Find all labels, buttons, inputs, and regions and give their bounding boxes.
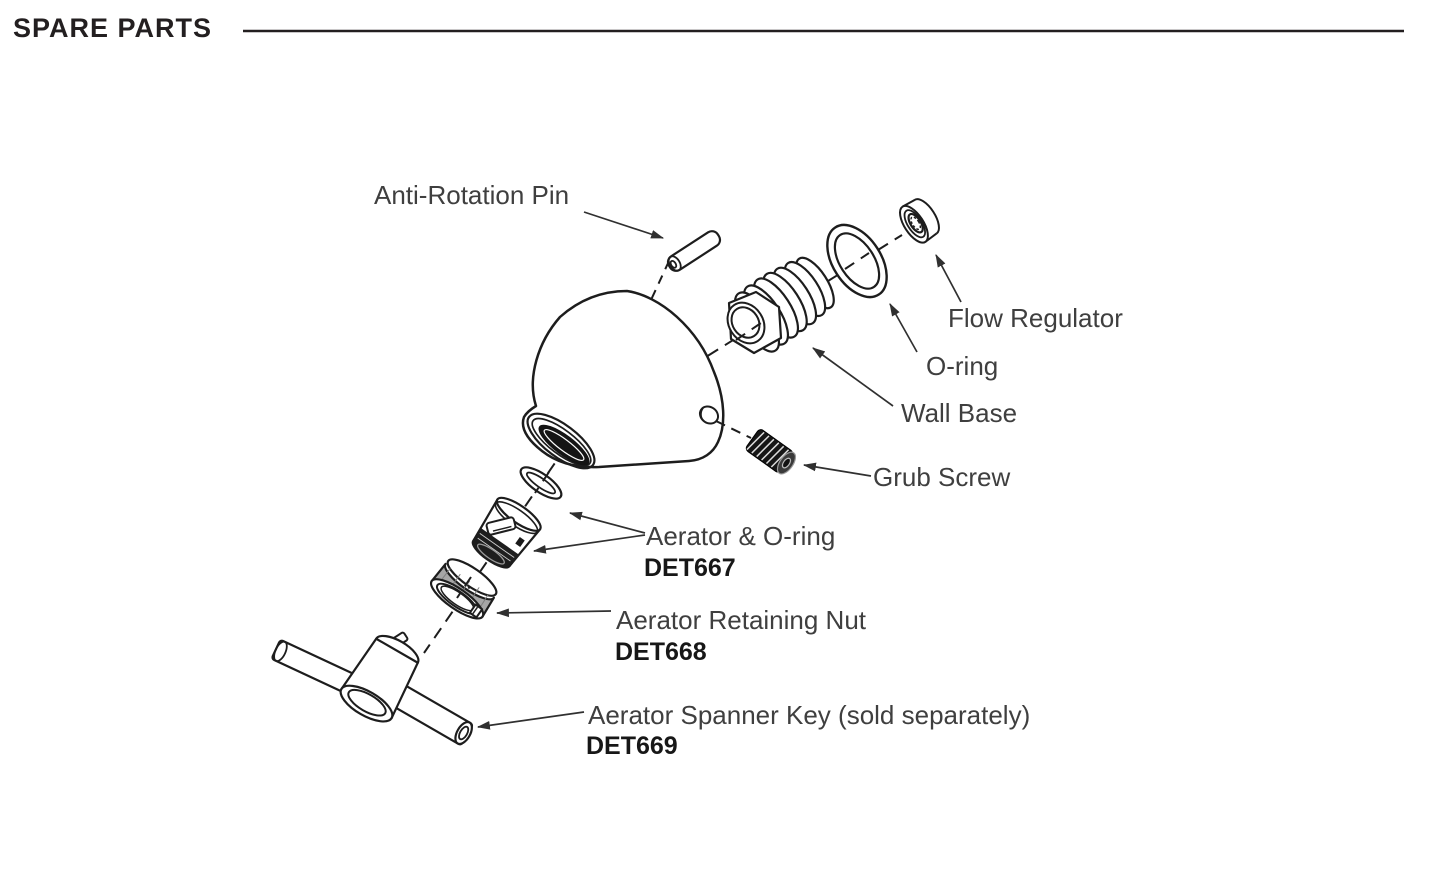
leader-spanner-key <box>478 712 584 727</box>
leader-flow-regulator <box>936 255 961 302</box>
leader-grub-screw <box>804 465 871 476</box>
leader-anti-rotation-pin <box>584 212 663 238</box>
aerator-spanner-key-drawing <box>271 628 475 747</box>
label-o-ring: O-ring <box>926 351 999 381</box>
anti-rotation-pin-drawing <box>665 228 722 273</box>
label-grub-screw: Grub Screw <box>873 462 1011 492</box>
leader-o-ring <box>890 304 917 352</box>
label-anti-rotation-pin: Anti-Rotation Pin <box>374 180 570 210</box>
spout-body-drawing <box>519 291 723 478</box>
grub-screw-drawing <box>745 428 800 477</box>
leader-wall-base <box>813 348 893 406</box>
aerator-o-ring-drawing <box>516 462 566 504</box>
code-aerator-spanner-key: DET669 <box>586 732 678 760</box>
code-aerator-o-ring: DET667 <box>644 554 736 582</box>
pin-axis-line <box>651 261 669 300</box>
leader-aerator-oring-lower <box>534 535 645 551</box>
label-wall-base: Wall Base <box>901 398 1018 428</box>
label-flow-regulator: Flow Regulator <box>948 303 1123 333</box>
label-aerator-retaining-nut: Aerator Retaining Nut <box>616 605 867 635</box>
leader-retaining-nut <box>497 611 611 613</box>
code-aerator-retaining-nut: DET668 <box>615 638 707 666</box>
aerator-retaining-nut-drawing <box>426 552 503 624</box>
flow-regulator-drawing <box>895 194 945 247</box>
label-aerator-o-ring: Aerator & O-ring <box>646 521 836 551</box>
aerator-drawing <box>466 492 545 574</box>
label-aerator-spanner-key: Aerator Spanner Key (sold separately) <box>588 700 1031 730</box>
leader-aerator-oring-upper <box>570 513 645 533</box>
page-title: SPARE PARTS <box>13 13 213 43</box>
wall-base-drawing <box>720 252 841 358</box>
